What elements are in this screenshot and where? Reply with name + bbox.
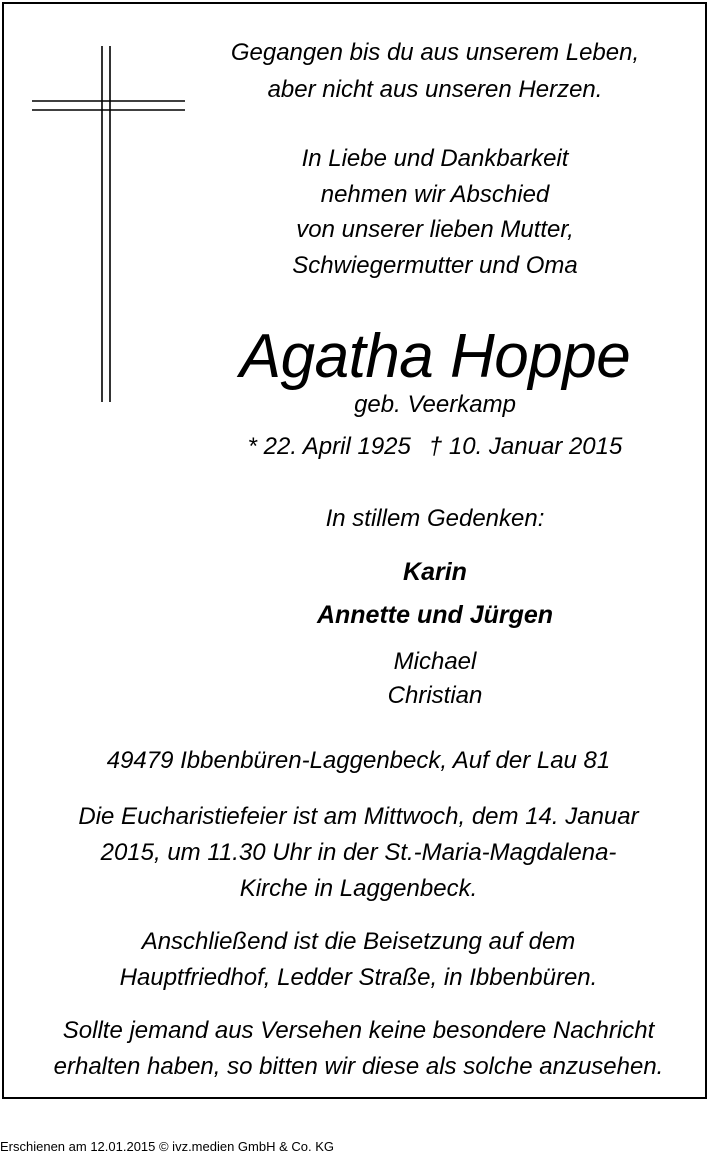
burial-notice	[10, 924, 707, 996]
intro-line: nehmen wir Abschied	[320, 180, 550, 208]
grandchild-name: Michael	[393, 648, 477, 675]
farewell-intro	[184, 141, 686, 283]
burial-line: Hauptfriedhof, Ledder Straße, in Ibbenbüren.	[119, 964, 598, 991]
grandchild-name: Christian	[387, 682, 483, 709]
motto-line: aber nicht aus unseren Herzen.	[267, 76, 603, 103]
mourner-name: Karin	[403, 558, 467, 586]
birth-date: * 22. April 1925	[247, 433, 411, 460]
mass-notice	[10, 799, 707, 907]
deceased-name: Agatha Hoppe	[239, 322, 631, 391]
birth-name: geb. Veerkamp	[354, 391, 516, 418]
mourners-heading: In stillem Gedenken:	[325, 505, 545, 532]
death-date: † 10. Januar 2015	[428, 433, 623, 460]
notice-line: Sollte jemand aus Versehen keine besondere Nachricht	[62, 1017, 655, 1044]
obituary-frame	[2, 2, 707, 1099]
motto-line: Gegangen bis du aus unserem Leben,	[230, 39, 640, 66]
motto	[184, 34, 686, 108]
cross-icon	[30, 44, 188, 408]
closing-notice	[10, 1013, 707, 1085]
notice-line: erhalten haben, so bitten wir diese als solche anzusehen.	[53, 1053, 664, 1080]
intro-line: Schwiegermutter und Oma	[292, 251, 578, 279]
publication-footer: Erschienen am 12.01.2015 © ivz.medien GmbH & Co. KG	[0, 1139, 335, 1154]
mass-line: 2015, um 11.30 Uhr in der St.-Maria-Magdalena-	[100, 839, 617, 866]
mass-line: Die Eucharistiefeier ist am Mittwoch, dem 14. Januar	[78, 803, 639, 830]
mourner-name: Annette und Jürgen	[316, 601, 554, 629]
life-dates	[184, 432, 686, 462]
grandchildren	[184, 645, 686, 713]
burial-line: Anschließend ist die Beisetzung auf dem	[141, 928, 576, 955]
intro-line: In Liebe und Dankbarkeit	[301, 145, 569, 172]
family-address: 49479 Ibbenbüren-Laggenbeck, Auf der Lau 81	[106, 747, 611, 774]
mass-line: Kirche in Laggenbeck.	[239, 875, 478, 902]
intro-line: von unserer lieben Mutter,	[296, 216, 574, 243]
